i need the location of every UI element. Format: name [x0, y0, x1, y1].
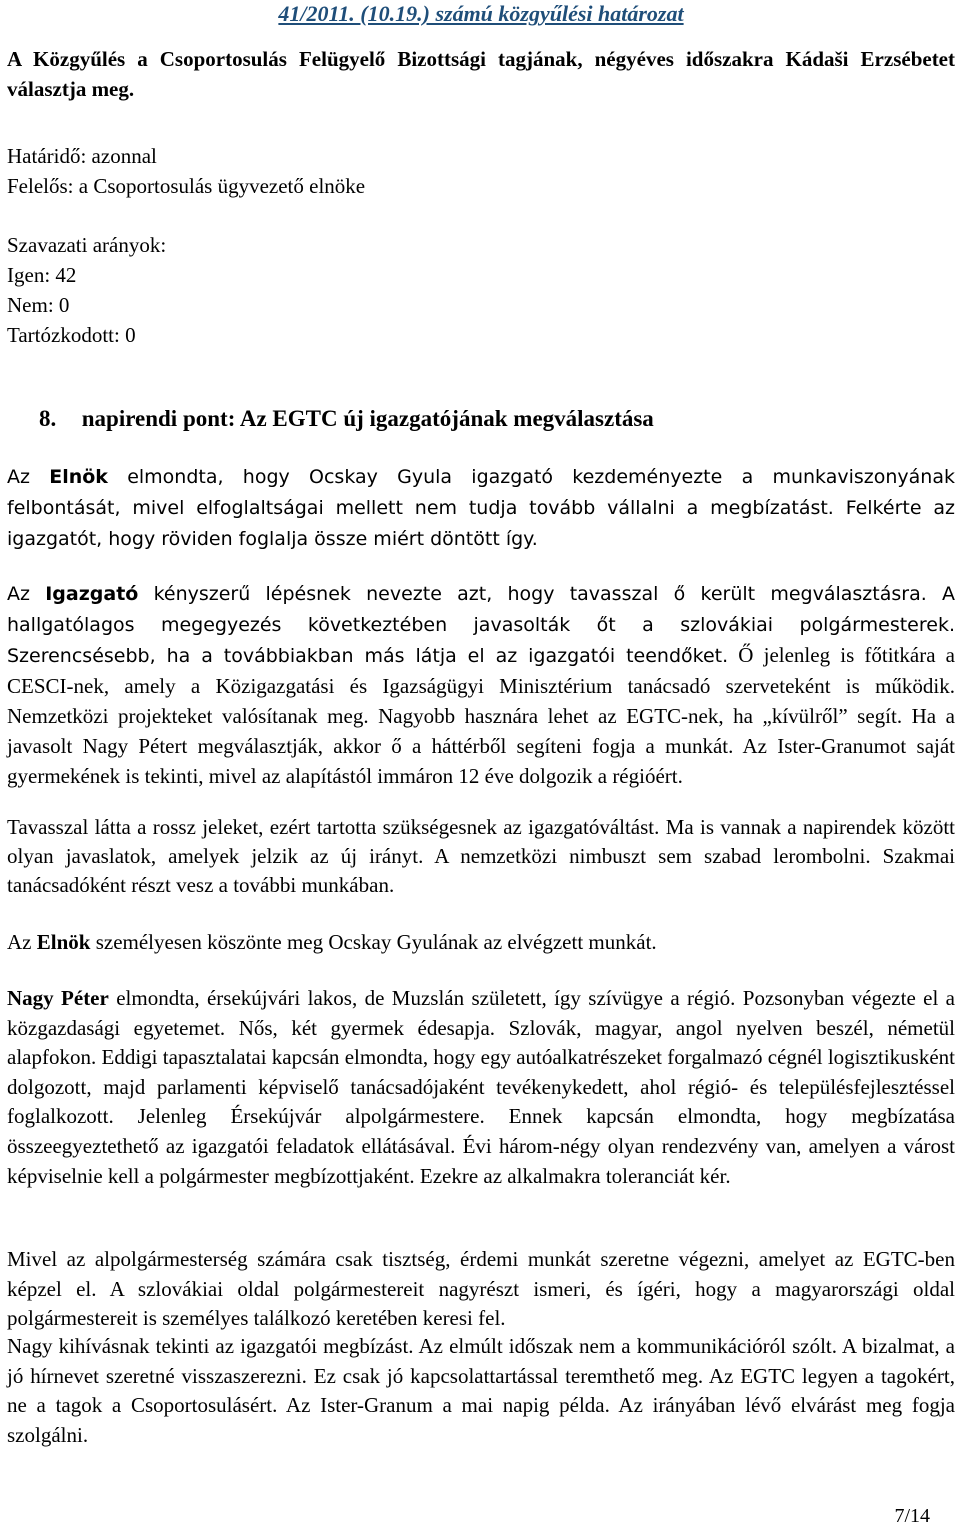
para4-body: személyesen köszönte meg Ocskay Gyulának az elvégzett munkát.: [90, 930, 657, 954]
resolution-text: A Közgyűlés a Csoportosulás Felügyelő Bizottsági tagjának, négyéves időszakra Kádaši Erzsébetet választja meg.: [7, 47, 955, 101]
paragraph-candidate-goals: Nagy kihívásnak tekinti az igazgatói megbízást. Az elmúlt időszak nem a kommunikációról szólt. A bizalmat, a jó hírnevet szeretné visszaszerezni. Ez csak jó kapcsolattartással teremthető meg. Az EGTC legyen a tagokért, ne a tagok a Csoportosulásért. Az Ister-Granum a mai napig példa. Az irányában lévő elvárást meg fogja szolgálni.: [7, 1334, 955, 1447]
paragraph-chair-opening: [7, 462, 955, 555]
paragraph-candidate-intro: [7, 984, 955, 1191]
vote-results: [7, 230, 955, 350]
speaker-chair: Elnök: [49, 466, 108, 488]
paragraph-director-continued: Tavasszal látta a rossz jeleket, ezért tartotta szükségesnek az igazgatóváltást. Ma is vannak a napirendek között olyan javaslatok, amelyek jelzik az új irányt. A nemzetközi nimbuszt sem szabad lerombolni. Szakmai tanácsadóként részt vesz a további munkában.: [7, 815, 955, 897]
paragraph-chair-thanks: [7, 927, 955, 957]
vote-yes: Igen: 42: [7, 263, 77, 287]
para1-body: elmondta, hogy Ocskay Gyula igazgató kezdeményezte a munkaviszonyának felbontását, mivel elfoglaltságai mellett nem tudja tovább vállalni a megbízatást. Felkérte az igazgatót, hogy röviden foglalja össze miért döntött így.: [7, 466, 956, 550]
speaker-chair-2: Elnök: [36, 930, 91, 954]
para2-pre: Az: [7, 583, 46, 605]
agenda-title: napirendi pont: Az EGTC új igazgatójának megválasztása: [81, 406, 654, 431]
vote-abstain: Tartózkodott: 0: [7, 323, 136, 347]
responsible: Felelős: a Csoportosulás ügyvezető elnöke: [7, 174, 366, 198]
speaker-director: Igazgató: [45, 583, 139, 605]
paragraph-candidate-plans: Mivel az alpolgármesterség számára csak tisztség, érdemi munkát szeretne végezni, amelyet az EGTC-ben képzel el. A szlovákiai oldal polgármestereit nagyrészt ismeri, és ígéri, hogy a magyarországi oldal polgármestereit is személyes találkozó keretében keresi fel.: [7, 1247, 955, 1330]
deadline: Határidő: azonnal: [7, 144, 157, 168]
agenda-number: 8.: [39, 406, 57, 431]
para4-pre: Az: [7, 930, 37, 954]
vote-no: Nem: 0: [7, 293, 70, 317]
para1-pre: Az: [7, 466, 50, 488]
paragraph-director-statement: [7, 578, 955, 791]
para5-body: elmondta, érsekújvári lakos, de Muzslán született, így szívügye a régió. Pozsonyban végezte el a közgazdasági egyetemet. Nős, két gyermek édesapja. Szlovák, magyar, angol nyelven beszél, németül alapfokon. Eddigi tapasztalatai kapcsán elmondta, hogy egy autóalkatrészeket forgalmazó cégnél logisztikusként dolgozott, majd parlamenti képviselő tanácsadójaként tevékenykedett, ahol régió- és településfejlesztéssel foglalkozott. Jelenleg Érsekújvár alpolgármestere. Ennek kapcsán elmondta, hogy megbízatása összeegyeztethető az igazgatói feladatok ellátásával. Évi három-négy olyan rendezvény van, amelyen a várost képviselnie kell a polgármester megbízottjaként. Ezekre az alkalmakra toleranciát kér.: [7, 986, 955, 1188]
speaker-candidate: Nagy Péter: [7, 986, 109, 1010]
vote-label: Szavazati arányok:: [7, 233, 167, 257]
page-number: 7/14: [894, 1505, 930, 1527]
para2-body-a: kényszerű lépésnek nevezte azt, hogy tavasszal ő került megválasztásra. A hallgatólagos megegyezés következtében javasolták őt a szlovákiai polgármesterek. Szerencsésebb, ha a továbbiakban más látja el az igazgatói teendőket.: [7, 583, 955, 667]
para2-body-b: Ő jelenleg is főtitkára a CESCI-nek, amely a Közigazgatási és Igazságügyi Minisztérium tanácsadó szerveteként is működik. Nemzetközi projekteket valósítanak meg. Nagyobb hasznára lehet az EGTC-nek, ha „kívülről” segít. Ha a javasolt Nagy Pétert megválasztják, akkor ő a háttérből segíteni fogja a munkát. Az Ister-Granumot saját gyermekének is tekinti, mivel az alapítástól immáron 12 éve dolgozik a régióért.: [7, 643, 955, 788]
resolution-number-title: 41/2011. (10.19.) számú közgyűlési határozat: [278, 1, 684, 26]
agenda-heading: [39, 402, 654, 436]
resolution-meta: [7, 141, 955, 201]
